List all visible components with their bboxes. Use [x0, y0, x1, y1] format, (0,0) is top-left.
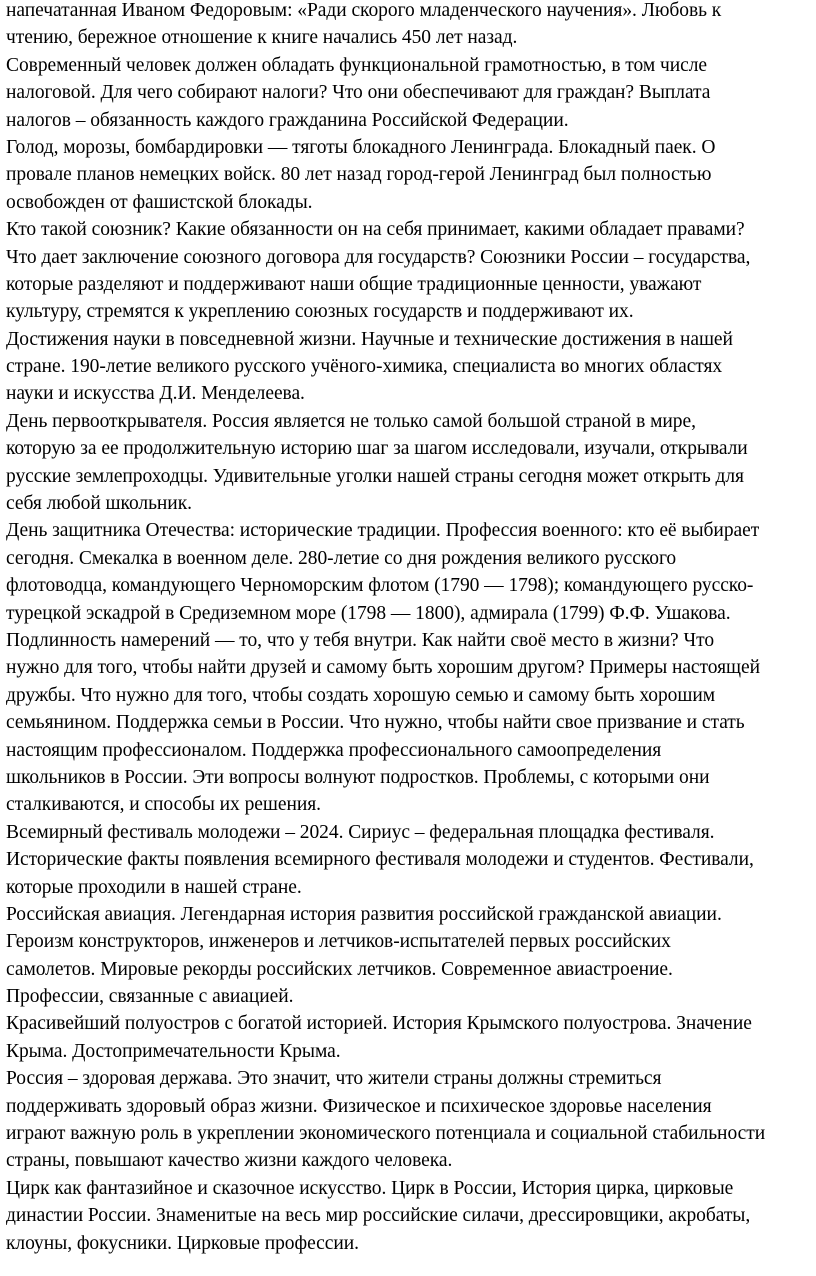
text-line: Россия – здоровая держава. Это значит, что жители страны должны стремиться	[6, 1068, 662, 1090]
text-line: День первооткрывателя. Россия является не только самой большой страной в мире,	[6, 410, 696, 432]
text-line: семьянином. Поддержка семьи в России. Что нужно, чтобы найти свое призвание и стать	[6, 712, 745, 734]
text-line: династии России. Знаменитые на весь мир российские силачи, дрессировщики, акробаты,	[6, 1205, 751, 1227]
text-line: Современный человек должен обладать функциональной грамотностью, в том числе	[6, 54, 708, 76]
text-line: которые разделяют и поддерживают наши общие традиционные ценности, уважают	[6, 273, 702, 295]
text-line: сегодня. Смекалка в военном деле. 280-летие со дня рождения великого русского	[6, 547, 677, 569]
text-line: стране. 190-летие великого русского учёного-химика, специалиста во многих областях	[6, 356, 723, 378]
text-line: Исторические факты появления всемирного фестиваля молодежи и студентов. Фестивали,	[6, 849, 754, 871]
text-line: которую за ее продолжительную историю шаг за шагом исследовали, изучали, открывали	[6, 438, 748, 460]
text-line: Профессии, связанные с авиацией.	[6, 986, 294, 1008]
text-line: Что дает заключение союзного договора для государств? Союзники России – государства,	[6, 246, 751, 268]
paragraph	[6, 0, 816, 52]
text-line: науки и искусства Д.И. Менделеева.	[6, 383, 305, 405]
paragraph	[6, 326, 816, 408]
text-line: которые проходили в нашей стране.	[6, 876, 302, 898]
text-line: себя любой школьник.	[6, 493, 192, 515]
text-line: Красивейший полуостров с богатой историей. История Крымского полуострова. Значение	[6, 1013, 752, 1035]
text-line: Героизм конструкторов, инженеров и летчиков-испытателей первых российских	[6, 931, 671, 953]
text-line: русские землепроходцы. Удивительные уголки нашей страны сегодня может открыть для	[6, 465, 744, 487]
paragraph	[6, 517, 816, 627]
paragraph	[6, 819, 816, 901]
text-line: Крыма. Достопримечательности Крыма.	[6, 1040, 341, 1062]
text-line: Всемирный фестиваль молодежи – 2024. Сириус – федеральная площадка фестиваля.	[6, 821, 715, 843]
text-line: школьников в России. Эти вопросы волнуют подростков. Проблемы, с которыми они	[6, 766, 710, 788]
text-line: страны, повышают качество жизни каждого человека.	[6, 1150, 453, 1172]
text-line: турецкой эскадрой в Средиземном море (1798 — 1800), адмирала (1799) Ф.Ф. Ушакова.	[6, 602, 731, 624]
paragraph	[6, 134, 816, 216]
text-line: напечатанная Иваном Федоровым: «Ради скорого младенческого научения». Любовь к	[6, 0, 722, 21]
text-line: поддерживать здоровый образ жизни. Физическое и психическое здоровье населения	[6, 1095, 712, 1117]
text-line: самолетов. Мировые рекорды российских летчиков. Современное авиастроение.	[6, 958, 673, 980]
paragraph	[6, 627, 816, 819]
paragraph	[6, 216, 816, 326]
text-line: освобожден от фашистской блокады.	[6, 191, 313, 213]
text-line: культуру, стремятся к укреплению союзных государств и поддерживают их.	[6, 301, 634, 323]
text-line: провале планов немецких войск. 80 лет назад город-герой Ленинград был полностью	[6, 164, 712, 186]
text-line: День защитника Отечества: исторические традиции. Профессия военного: кто её выбирает	[6, 520, 760, 542]
paragraph	[6, 1175, 816, 1257]
text-line: сталкиваются, и способы их решения.	[6, 794, 321, 816]
text-line: флотоводца, командующего Черноморским флотом (1790 — 1798); командующего русско-	[6, 575, 754, 597]
text-line: Достижения науки в повседневной жизни. Научные и технические достижения в нашей	[6, 328, 733, 350]
text-line: Подлинность намерений — то, что у тебя внутри. Как найти своё место в жизни? Что	[6, 629, 715, 651]
paragraph	[6, 52, 816, 134]
text-line: чтению, бережное отношение к книге начались 450 лет назад.	[6, 27, 518, 49]
text-line: настоящим профессионалом. Поддержка профессионального самоопределения	[6, 739, 662, 761]
paragraph	[6, 901, 816, 1011]
text-line: клоуны, фокусники. Цирковые профессии.	[6, 1232, 359, 1254]
text-line: налоговой. Для чего собирают налоги? Что они обеспечивают для граждан? Выплата	[6, 82, 711, 104]
text-line: Голод, морозы, бомбардировки — тяготы блокадного Ленинграда. Блокадный паек. О	[6, 136, 716, 158]
text-line: Российская авиация. Легендарная история развития российской гражданской авиации.	[6, 903, 722, 925]
text-line: играют важную роль в укреплении экономического потенциала и социальной стабильности	[6, 1123, 766, 1145]
text-line: дружбы. Что нужно для того, чтобы создать хорошую семью и самому быть хорошим	[6, 684, 716, 706]
text-line: Цирк как фантазийное и сказочное искусство. Цирк в России, История цирка, цирковые	[6, 1177, 734, 1199]
paragraph	[6, 408, 816, 518]
text-line: нужно для того, чтобы найти друзей и самому быть хорошим другом? Примеры настоящей	[6, 657, 760, 679]
paragraph	[6, 1065, 816, 1175]
text-line: налогов – обязанность каждого гражданина Российской Федерации.	[6, 109, 569, 131]
text-line: Кто такой союзник? Какие обязанности он на себя принимает, какими обладает правами?	[6, 219, 745, 241]
paragraph	[6, 1010, 816, 1065]
